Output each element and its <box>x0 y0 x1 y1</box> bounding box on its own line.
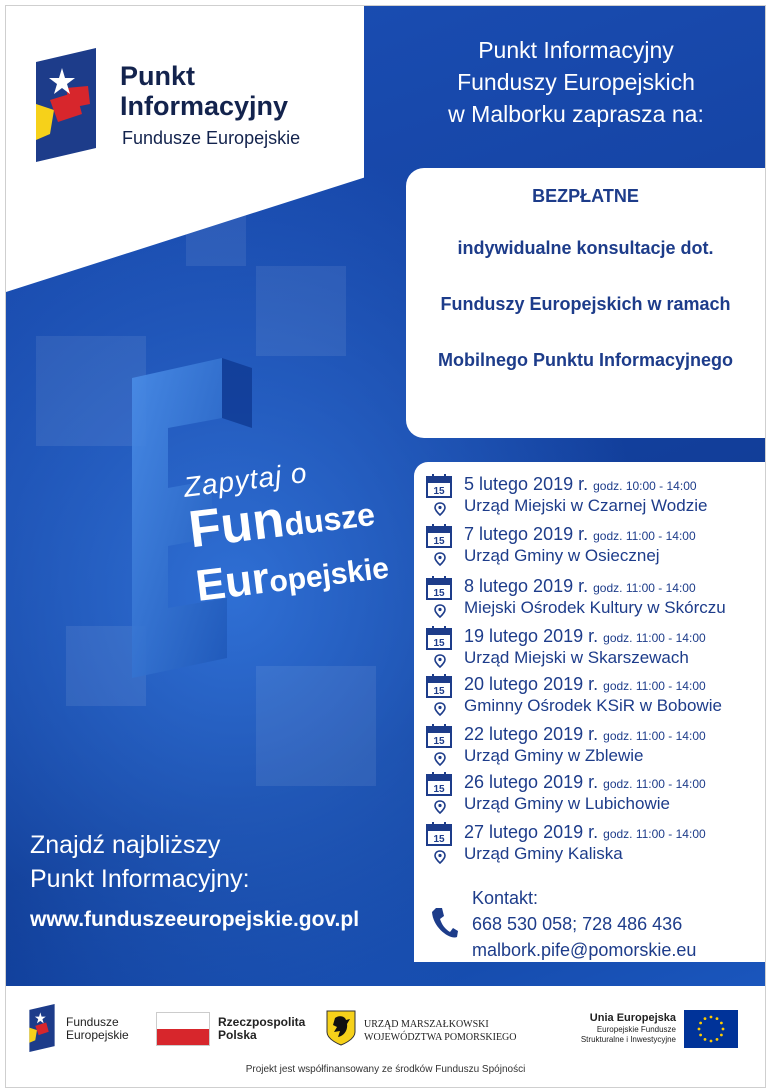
event-place: Urząd Gminy w Zblewie <box>464 746 644 765</box>
eu-star-icon <box>720 1034 723 1037</box>
footer-fe-text <box>66 1016 129 1042</box>
calendar-icon <box>426 772 452 796</box>
header-line3: w Malborku zaprasza na: <box>448 101 704 127</box>
offer-line4: Mobilnego Punktu Informacyjnego <box>437 350 733 370</box>
footer-um-line2: WOJEWÓDZTWA POMORSKIEGO <box>364 1032 517 1043</box>
eu-star-icon <box>710 1040 713 1043</box>
event-date <box>464 524 696 545</box>
event-place: Gminny Ośrodek KSiR w Bobowie <box>464 696 722 715</box>
events-list <box>414 462 765 962</box>
event-date <box>464 674 706 695</box>
header-line2: Funduszy Europejskich <box>457 69 695 95</box>
calendar-day: 15 <box>433 686 445 697</box>
footer-um-text <box>364 1018 517 1044</box>
contact-block <box>414 884 765 964</box>
eu-star-icon <box>698 1028 701 1031</box>
footer-fe-line2: Europejskie <box>66 1028 129 1042</box>
location-pin-icon <box>434 502 446 516</box>
offer-line1: BEZPŁATNE <box>532 186 639 206</box>
calendar-day: 15 <box>433 784 445 795</box>
footer-fe-line1: Fundusze <box>66 1015 119 1029</box>
event-date-text: 20 lutego 2019 r. <box>464 674 599 694</box>
eu-star-icon <box>699 1022 702 1025</box>
contact-label: Kontakt: <box>472 888 539 908</box>
event-place: Urząd Gminy w Osiecznej <box>464 546 660 565</box>
decorative-square <box>36 336 146 446</box>
offer-line2: indywidualne konsultacje dot. <box>457 238 714 258</box>
event-item <box>414 720 765 770</box>
footer-ue-line2: Europejskie Fundusze <box>596 1025 676 1034</box>
contact-phones[interactable]: 668 530 058; 728 486 436 <box>472 914 683 934</box>
event-item <box>414 470 765 520</box>
footer-rp-line2: Polska <box>218 1028 257 1042</box>
footer-um-line1: URZĄD MARSZAŁKOWSKI <box>364 1019 489 1030</box>
location-pin-icon <box>434 702 446 716</box>
decorative-square <box>256 266 346 356</box>
fundusze-europejskie-flag-icon <box>36 48 96 162</box>
event-date-text: 27 lutego 2019 r. <box>464 822 599 842</box>
offer-line3: Funduszy Europejskich w ramach <box>440 294 731 314</box>
slogan-line1: Zapytaj o <box>182 456 310 503</box>
calendar-icon <box>426 474 452 498</box>
calendar-icon <box>426 724 452 748</box>
event-place: Urząd Miejski w Skarszewach <box>464 648 689 667</box>
decorative-square <box>256 666 376 786</box>
event-date-text: 22 lutego 2019 r. <box>464 724 599 744</box>
calendar-day: 15 <box>433 638 445 649</box>
slogan-eur: Eur <box>193 553 272 611</box>
calendar-icon <box>426 524 452 548</box>
eu-star-icon <box>704 1017 707 1020</box>
location-pin-icon <box>434 654 446 668</box>
phone-icon <box>430 906 458 940</box>
calendar-icon <box>426 626 452 650</box>
location-pin-icon <box>434 800 446 814</box>
calendar-day: 15 <box>433 736 445 747</box>
event-hours: godz. 11:00 - 14:00 <box>603 777 706 791</box>
event-place: Miejski Ośrodek Kultury w Skórczu <box>464 598 726 617</box>
offer-box <box>406 168 765 438</box>
event-hours: godz. 11:00 - 14:00 <box>603 631 706 645</box>
event-hours: godz. 11:00 - 14:00 <box>593 581 696 595</box>
location-pin-icon <box>434 850 446 864</box>
event-date <box>464 474 697 495</box>
header-line1: Punkt Informacyjny <box>478 37 674 63</box>
calendar-icon <box>426 674 452 698</box>
event-item <box>414 670 765 720</box>
pomorskie-griffin-crest-icon <box>326 1010 356 1046</box>
event-item <box>414 768 765 818</box>
event-item <box>414 520 765 570</box>
slogan <box>182 448 392 615</box>
slogan-dusze: dusze <box>282 495 377 543</box>
logo-subtitle: Fundusze Europejskie <box>122 128 301 148</box>
eu-flag-icon <box>684 1010 738 1048</box>
find-line1: Znajdź najbliższy <box>30 831 221 859</box>
slogan-fun: Fun <box>185 490 288 560</box>
event-date <box>464 576 696 597</box>
event-date-text: 8 lutego 2019 r. <box>464 576 589 596</box>
eu-star-icon <box>722 1028 725 1031</box>
polish-flag-icon <box>156 1012 210 1046</box>
slogan-opejskie: opejskie <box>267 551 391 600</box>
event-place: Urząd Miejski w Czarnej Wodzie <box>464 496 708 515</box>
cofinance-note: Projekt jest współfinansowany ze środków Funduszu Spójności <box>245 1064 526 1075</box>
find-nearest <box>30 828 250 896</box>
event-date <box>464 772 706 793</box>
calendar-day: 15 <box>433 486 445 497</box>
eu-star-icon <box>716 1038 719 1041</box>
footer-ue-text <box>564 1012 676 1045</box>
footer-rp-text <box>218 1016 305 1042</box>
event-date <box>464 626 706 647</box>
event-date-text: 19 lutego 2019 r. <box>464 626 599 646</box>
location-pin-icon <box>434 604 446 618</box>
event-place: Urząd Gminy w Lubichowie <box>464 794 670 813</box>
event-hours: godz. 11:00 - 14:00 <box>603 827 706 841</box>
calendar-day: 15 <box>433 536 445 547</box>
event-date <box>464 724 706 745</box>
calendar-icon <box>426 576 452 600</box>
footer-rp-line1: Rzeczpospolita <box>218 1015 306 1029</box>
footer <box>0 986 771 1090</box>
location-pin-icon <box>434 752 446 766</box>
website-link[interactable]: www.funduszeeuropejskie.gov.pl <box>30 908 360 931</box>
event-date-text: 26 lutego 2019 r. <box>464 772 599 792</box>
footer-ue-line3: Strukturalne i Inwestycyjne <box>580 1035 676 1044</box>
location-pin-icon <box>434 552 446 566</box>
event-hours: godz. 11:00 - 14:00 <box>603 729 706 743</box>
eu-star-icon <box>704 1038 707 1041</box>
calendar-day: 15 <box>433 588 445 599</box>
logo-title-line2: Informacyjny <box>120 91 289 121</box>
event-item <box>414 572 765 622</box>
event-date-text: 7 lutego 2019 r. <box>464 524 589 544</box>
eu-star-icon <box>716 1017 719 1020</box>
poster-header <box>406 34 746 130</box>
eu-star-icon <box>699 1034 702 1037</box>
calendar-icon <box>426 822 452 846</box>
event-hours: godz. 11:00 - 14:00 <box>593 529 696 543</box>
logo-title-line1: Punkt <box>120 61 196 91</box>
eu-star-icon <box>710 1016 713 1019</box>
event-date <box>464 822 706 843</box>
event-hours: godz. 11:00 - 14:00 <box>603 679 706 693</box>
contact-email[interactable]: malbork.pife@pomorskie.eu <box>472 940 697 960</box>
event-item <box>414 818 765 868</box>
poster-background <box>6 6 765 986</box>
event-date-text: 5 lutego 2019 r. <box>464 474 589 494</box>
event-item <box>414 622 765 672</box>
footer-ue-line1: Unia Europejska <box>589 1012 676 1024</box>
event-place: Urząd Gminy Kaliska <box>464 844 623 863</box>
event-hours: godz. 10:00 - 14:00 <box>593 479 697 493</box>
calendar-day: 15 <box>433 834 445 845</box>
find-line2: Punkt Informacyjny: <box>30 865 250 893</box>
eu-star-icon <box>720 1022 723 1025</box>
footer-fe-flag-icon <box>28 1004 56 1052</box>
